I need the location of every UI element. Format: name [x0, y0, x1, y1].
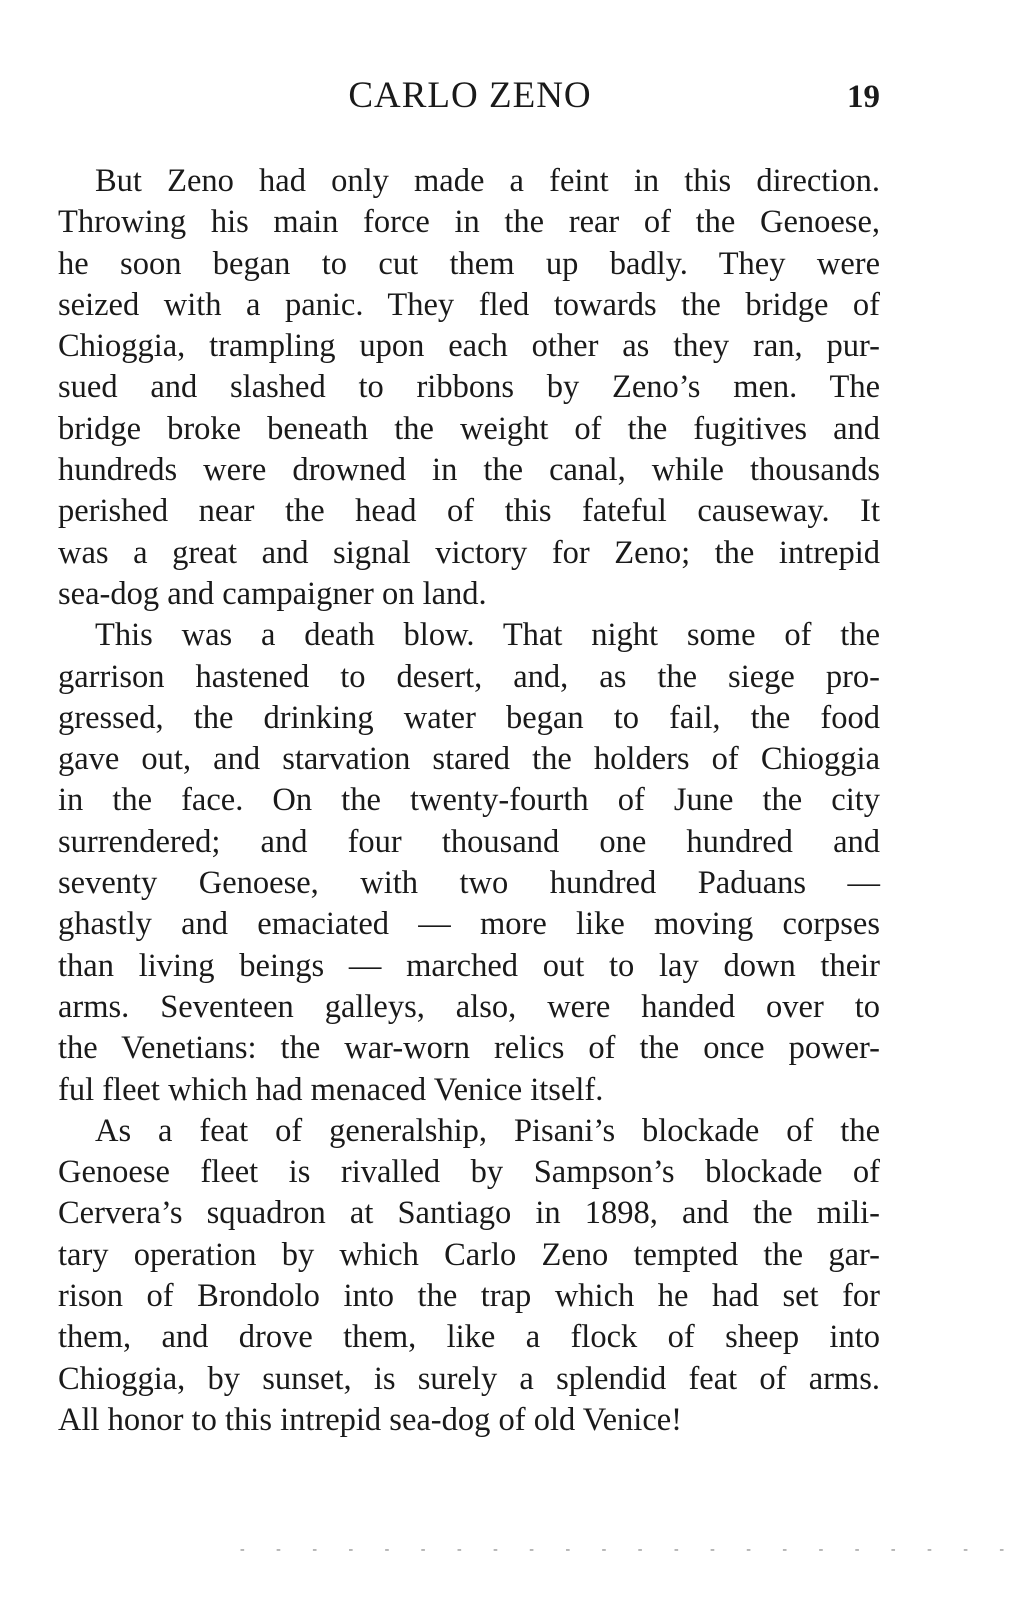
paragraph-2 [58, 615, 880, 1111]
text-line: Chioggia, by sunset, is surely a splendid feat of arms. [58, 1360, 880, 1397]
text-line: gave out, and starvation stared the holders of Chioggia [58, 741, 880, 778]
text-line: gressed, the drinking water began to fail, the food [58, 699, 880, 736]
text-line: was a great and signal victory for Zeno; the intrepid [58, 534, 880, 571]
text-line: in the face. On the twenty-fourth of June the city [58, 782, 880, 819]
text-line: But Zeno had only made a feint in this direction. [95, 163, 880, 199]
text-line: As a feat of generalship, Pisani’s blockade of the [95, 1112, 880, 1149]
text-line: rison of Brondolo into the trap which he had set for [58, 1278, 880, 1315]
text-line: ghastly and emaciated — more like moving corpses [58, 906, 880, 943]
running-title: CARLO ZENO [348, 75, 592, 116]
text-line: This was a death blow. That night some of the [95, 617, 880, 654]
text-line: bridge broke beneath the weight of the fugitives and [58, 410, 880, 447]
text-line: seventy Genoese, with two hundred Paduans — [58, 865, 880, 902]
text-line: Throwing his main force in the rear of the Genoese, [58, 204, 880, 241]
text-line: tary operation by which Carlo Zeno tempted the gar- [58, 1236, 880, 1273]
text-line: garrison hastened to desert, and, as the siege pro- [58, 658, 880, 695]
text-line: ful fleet which had menaced Venice itself. [58, 1071, 604, 1108]
text-line: arms. Seventeen galleys, also, were handed over to [58, 988, 880, 1025]
body-text [58, 161, 880, 1441]
text-line: sued and slashed to ribbons by Zeno’s men. The [58, 369, 880, 406]
text-line: hundreds were drowned in the canal, while thousands [58, 452, 880, 489]
text-line: them, and drove them, like a flock of sheep into [58, 1319, 880, 1356]
text-line: surrendered; and four thousand one hundred and [58, 823, 880, 860]
text-line: perished near the head of this fateful causeway. It [58, 493, 880, 530]
paragraph-3 [58, 1111, 880, 1441]
page-number: 19 [847, 79, 880, 115]
text-line: Genoese fleet is rivalled by Sampson’s blockade of [58, 1154, 880, 1191]
text-line: Chioggia, trampling upon each other as they ran, pur- [58, 328, 880, 365]
text-line: sea-dog and campaigner on land. [58, 575, 487, 612]
text-line: Cervera’s squadron at Santiago in 1898, and the mili- [58, 1195, 880, 1232]
running-head [60, 74, 880, 124]
paragraph-1 [58, 161, 880, 615]
print-artifact-divider: - - - - - - - - - - - - - - - - - - - - - - [240, 1542, 1018, 1557]
text-line: All honor to this intrepid sea-dog of old Venice! [58, 1401, 683, 1438]
text-line: than living beings — marched out to lay down their [58, 947, 880, 984]
text-line: the Venetians: the war-worn relics of the once power- [58, 1030, 880, 1067]
text-line: seized with a panic. They fled towards the bridge of [58, 286, 880, 323]
text-line: he soon began to cut them up badly. They were [58, 245, 880, 282]
